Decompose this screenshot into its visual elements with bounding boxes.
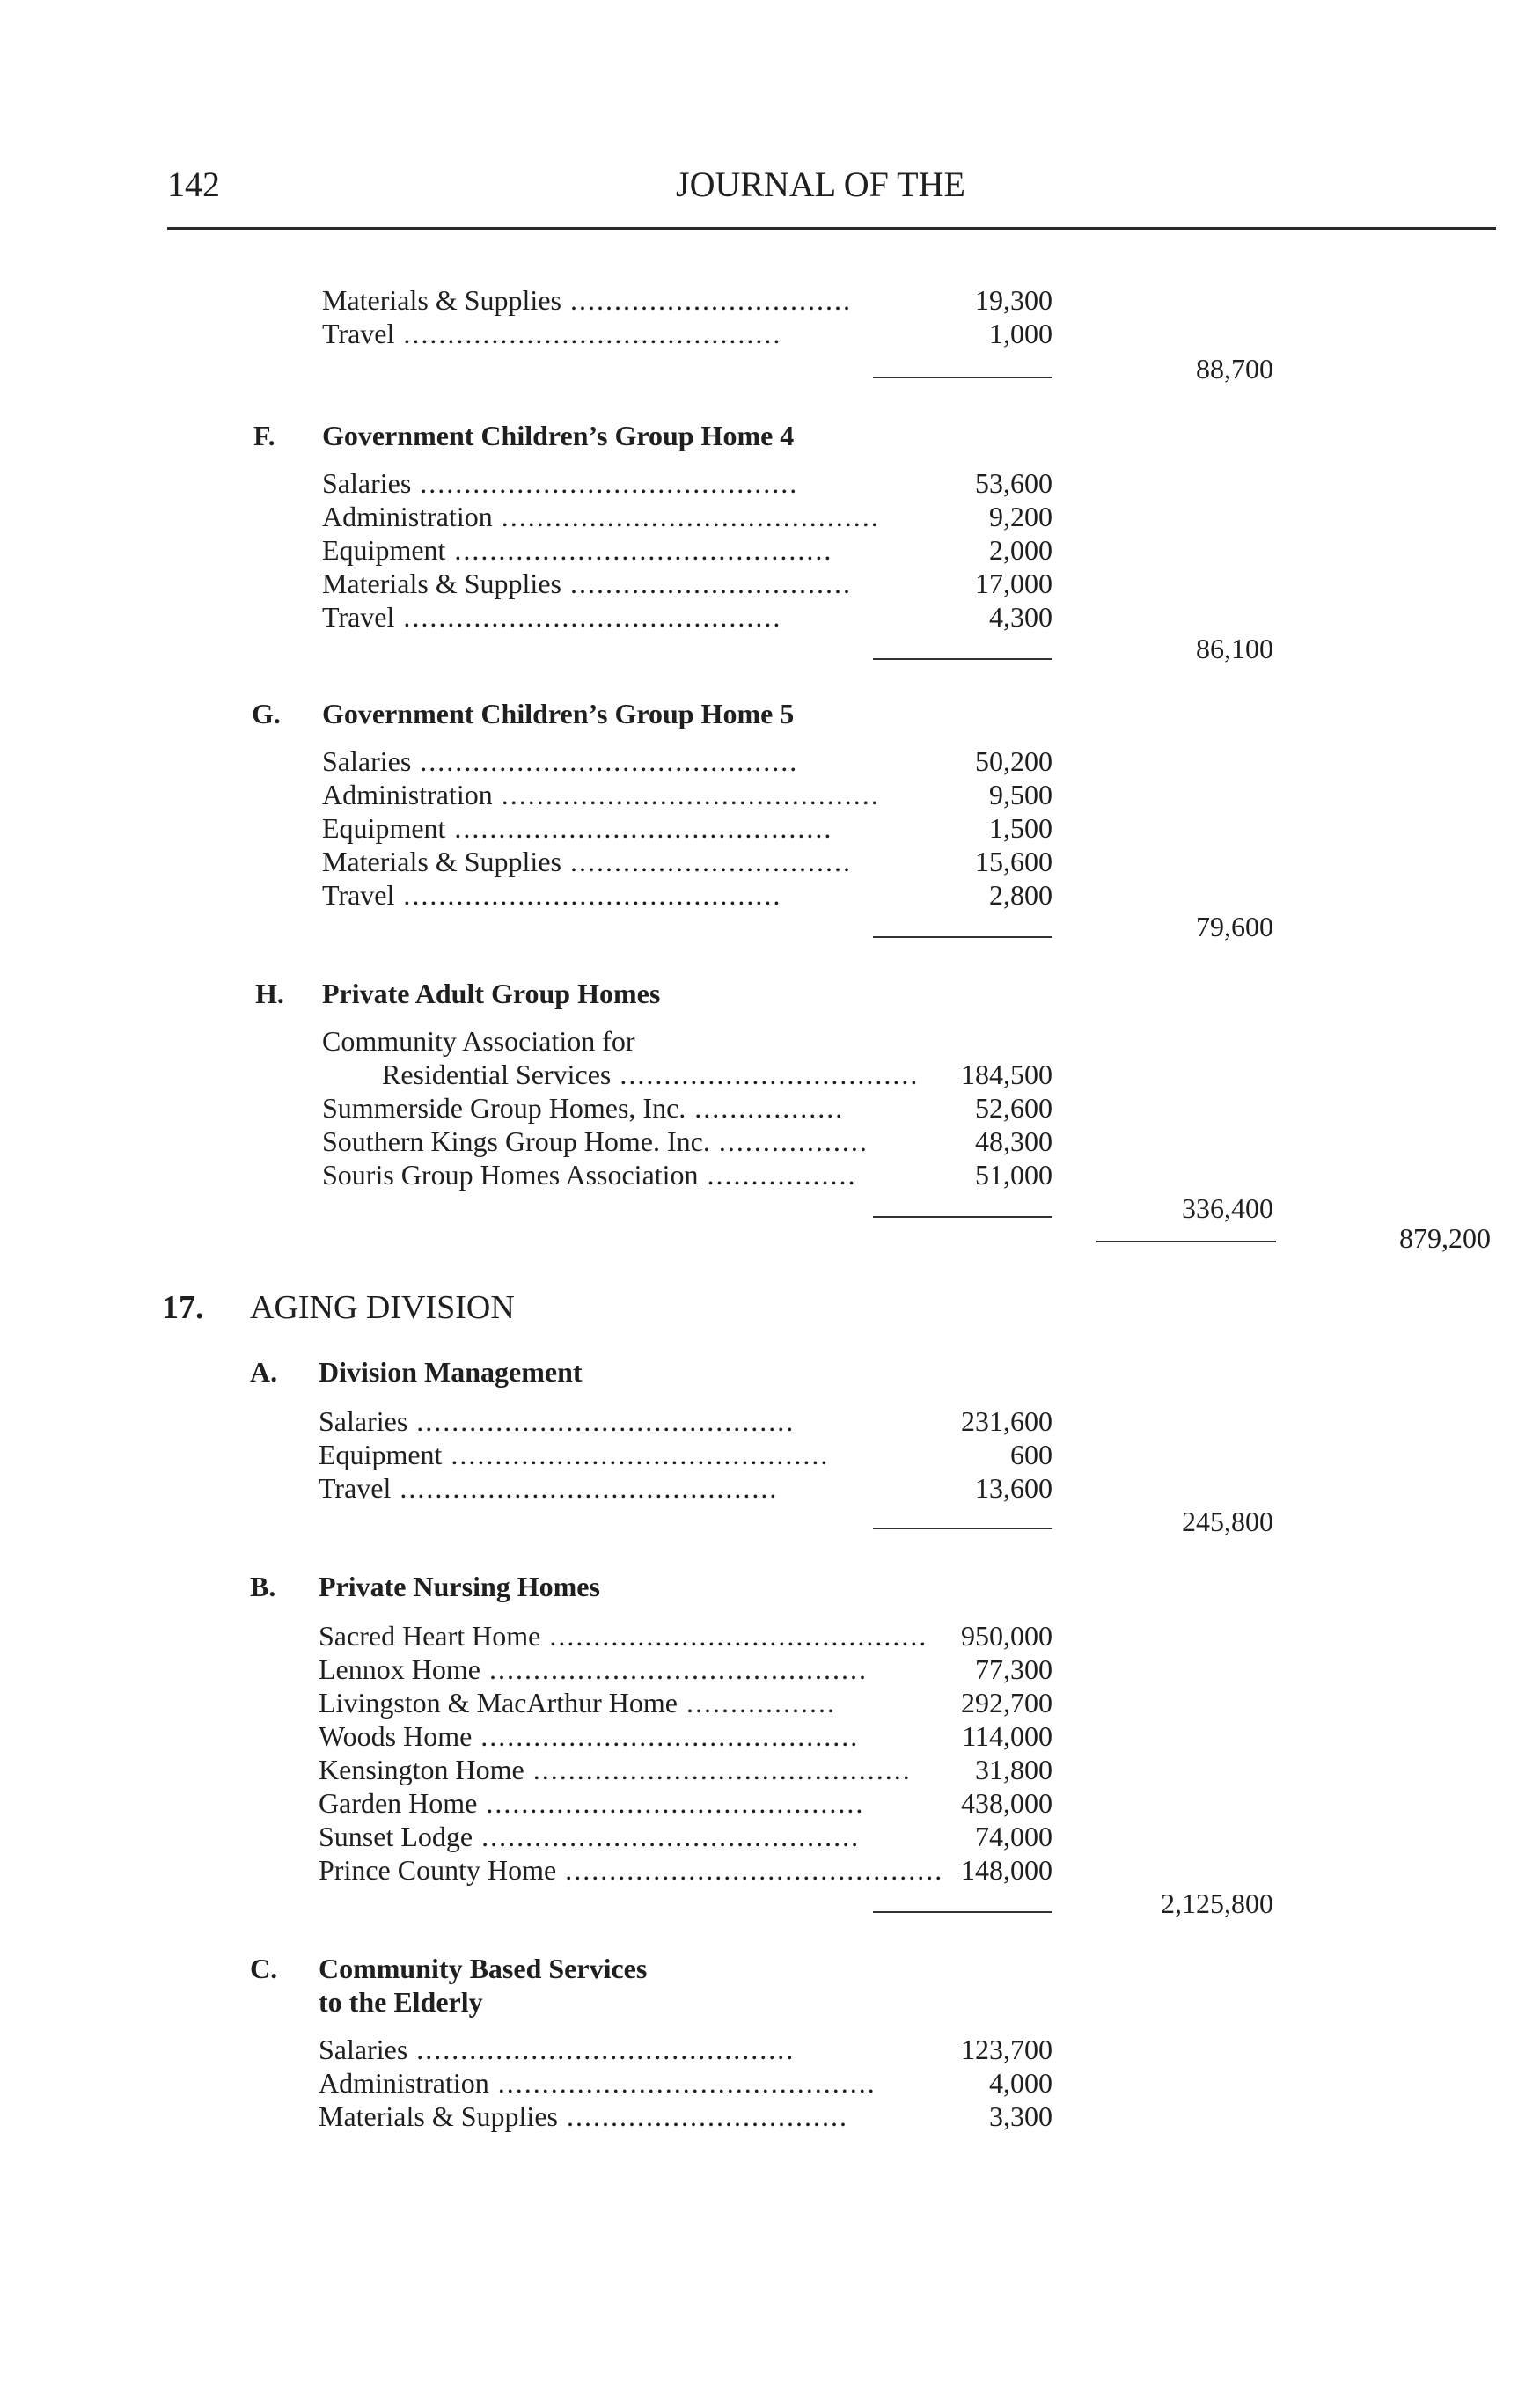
line-item-amount: 950,000 [961,1620,1052,1652]
section-letter: F. [253,420,275,451]
line-item-amount: 31,800 [975,1754,1052,1785]
line-item-label: Materials & Supplies ................................ [322,846,852,877]
section-letter: G. [252,698,281,729]
subtotal-rule [873,936,1052,938]
line-item-amount: 52,600 [975,1092,1052,1124]
division-total: 879,200 [1399,1222,1491,1254]
line-item-amount: 292,700 [961,1687,1052,1719]
line-item-label: Materials & Supplies ................................ [322,568,852,599]
section-title: Government Children’s Group Home 4 [322,420,795,451]
line-item-label: Administration ........................................... [322,779,880,810]
line-item-amount: 17,000 [975,568,1052,599]
line-item-amount: 1,000 [989,318,1052,349]
line-item-label: Kensington Home ........................................... [319,1754,912,1785]
section-total: 79,600 [1196,911,1273,942]
line-item-amount: 77,300 [975,1653,1052,1685]
line-item-label: Southern Kings Group Home. Inc. ................. [322,1125,869,1157]
section-total: 336,400 [1182,1192,1273,1224]
line-item-amount: 53,600 [975,467,1052,499]
line-item-amount: 13,600 [975,1472,1052,1504]
line-item-amount: 114,000 [962,1720,1052,1752]
line-item-amount: 9,500 [989,779,1052,810]
line-item-amount: 2,800 [989,879,1052,911]
line-item-amount: 3,300 [989,2100,1052,2132]
line-item-amount: 51,000 [975,1159,1052,1191]
subtotal-rule [873,658,1052,660]
section-letter: A. [250,1356,278,1388]
line-item-label: Administration ........................................... [319,2067,876,2099]
line-item-label: Souris Group Homes Association ................. [322,1159,857,1191]
line-item-label: Equipment ........................................... [322,812,833,844]
division-number: 17. [162,1289,204,1326]
line-item-label: Equipment ........................................... [322,534,833,566]
line-item-label: Community Association for [322,1025,635,1057]
line-item-label: Sunset Lodge ........................................... [319,1821,861,1852]
line-item-label: Salaries ........................................... [319,1405,796,1437]
line-item-amount: 9,200 [989,501,1052,532]
line-item-amount: 1,500 [989,812,1052,844]
line-item-label: Residential Services .................................. [382,1059,920,1090]
subtotal-rule [1096,1241,1276,1242]
line-item-amount: 19,300 [975,284,1052,316]
header-rule [167,227,1496,230]
line-item-amount: 50,200 [975,745,1052,777]
section-letter: H. [255,978,284,1009]
section-title: Community Based Services [319,1953,648,1984]
line-item-amount: 184,500 [961,1059,1052,1090]
line-item-label: Salaries ........................................... [319,2034,796,2065]
page-title: JOURNAL OF THE [676,165,965,204]
line-item-label: Garden Home ........................................... [319,1787,865,1819]
line-item-label: Travel ........................................... [319,1472,779,1504]
page-number: 142 [167,165,220,204]
line-item-amount: 231,600 [961,1405,1052,1437]
subtotal-rule [873,1216,1052,1218]
section-total: 86,100 [1196,633,1273,664]
line-item-label: Materials & Supplies ................................ [319,2100,848,2132]
line-item-amount: 600 [1010,1439,1052,1470]
section-title: Private Nursing Homes [319,1571,600,1602]
line-item-label: Travel ........................................... [322,318,782,349]
section-title: Government Children’s Group Home 5 [322,698,795,729]
line-item-label: Travel ........................................... [322,879,782,911]
line-item-amount: 4,300 [989,601,1052,633]
line-item-label: Materials & Supplies ................................ [322,284,852,316]
line-item-label: Prince County Home ........................................... [319,1854,944,1886]
line-item-label: Salaries ........................................... [322,745,799,777]
line-item-label: Salaries ........................................... [322,467,799,499]
line-item-amount: 48,300 [975,1125,1052,1157]
section-total: 88,700 [1196,353,1273,385]
line-item-amount: 4,000 [989,2067,1052,2099]
section-title-continued: to the Elderly [319,1986,483,2018]
line-item-label: Travel ........................................... [322,601,782,633]
line-item-amount: 438,000 [961,1787,1052,1819]
line-item-label: Woods Home ........................................... [319,1720,860,1752]
line-item-amount: 2,000 [989,534,1052,566]
section-total: 245,800 [1182,1506,1273,1537]
section-letter: C. [250,1953,278,1984]
line-item-label: Lennox Home ........................................... [319,1653,868,1685]
subtotal-rule [873,377,1052,378]
line-item-label: Administration ........................................... [322,501,880,532]
line-item-amount: 148,000 [961,1854,1052,1886]
subtotal-rule [873,1911,1052,1913]
line-item-label: Equipment ........................................... [319,1439,830,1470]
line-item-label: Summerside Group Homes, Inc. ................. [322,1092,845,1124]
division-title: AGING DIVISION [250,1289,515,1326]
line-item-label: Sacred Heart Home ........................................... [319,1620,928,1652]
section-letter: B. [250,1571,276,1602]
line-item-amount: 74,000 [975,1821,1052,1852]
section-title: Division Management [319,1356,583,1388]
section-title: Private Adult Group Homes [322,978,661,1009]
subtotal-rule [873,1528,1052,1529]
line-item-amount: 123,700 [961,2034,1052,2065]
section-total: 2,125,800 [1161,1887,1273,1919]
line-item-label: Livingston & MacArthur Home ................. [319,1687,836,1719]
line-item-amount: 15,600 [975,846,1052,877]
